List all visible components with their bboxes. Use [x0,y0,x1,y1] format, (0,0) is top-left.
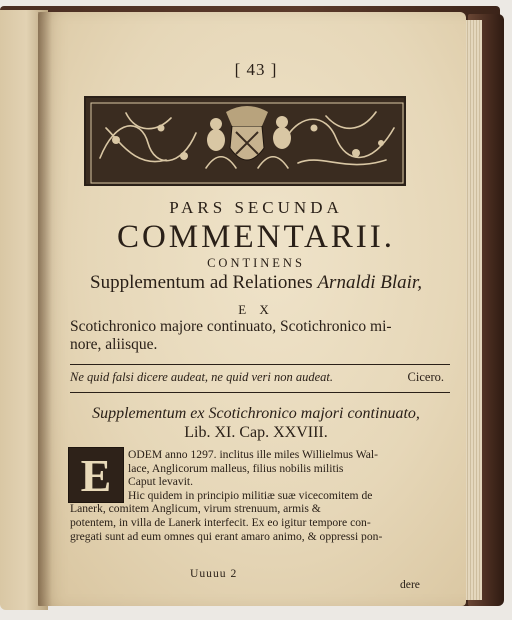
headpiece-engraving-icon [86,98,406,186]
supplement-prefix: Supplementum ad Relationes [90,272,318,293]
motto [70,370,450,385]
body-line: lace, Anglicorum malleus, filius nobilis militis [128,461,344,475]
body-line: potentem, in villa de Lanerk interfecit. Ex eo igitur tempore con- [70,515,371,529]
sources-line [70,318,454,354]
ex-line: E X [238,302,274,317]
continens-line: CONTINENS [207,256,305,270]
motto-quote: Ne quid falsi dicere audeat, ne quid veri non audeat. [70,370,334,384]
body-text [70,448,450,543]
sources-line-1: Scotichronico majore continuato, Scotichronico mi- [70,318,392,335]
chapter-heading: Lib. XI. Cap. XXVIII. [184,424,328,441]
rule-top [70,364,450,365]
sources-line-2: nore, aliisque. [70,336,158,353]
main-title: COMMENTARII. [116,219,396,255]
signature-mark: Uuuuu 2 [190,567,238,580]
body-line: gregati sunt ad eum omnes qui erant amaro animo, & oppressi pon- [70,529,383,543]
supplement-heading [60,272,452,294]
drop-cap-letter: E [80,450,112,501]
body-line: ODEM anno 1297. inclitus ille miles Willielmus Wal- [128,448,378,461]
catchword: dere [400,578,420,591]
page-number: [ 43 ] [234,60,278,79]
body-line: Caput levavit. [128,475,194,489]
supplement-author: Arnaldi Blair, [317,272,422,293]
body-line: Lanerk, comitem Anglicum, virum strenuum, armis & [70,502,321,516]
rule-bottom [70,392,450,393]
section-title: Supplementum ex Scotichronico majori continuato, [92,405,420,422]
part-heading: PARS SECUNDA [169,198,343,217]
page-gutter-shadow [38,12,52,606]
body-line: Hic quidem in principio militiæ suæ vicecomitem de [128,488,373,502]
decorative-headpiece [84,96,406,186]
motto-attribution: Cicero. [407,370,444,384]
